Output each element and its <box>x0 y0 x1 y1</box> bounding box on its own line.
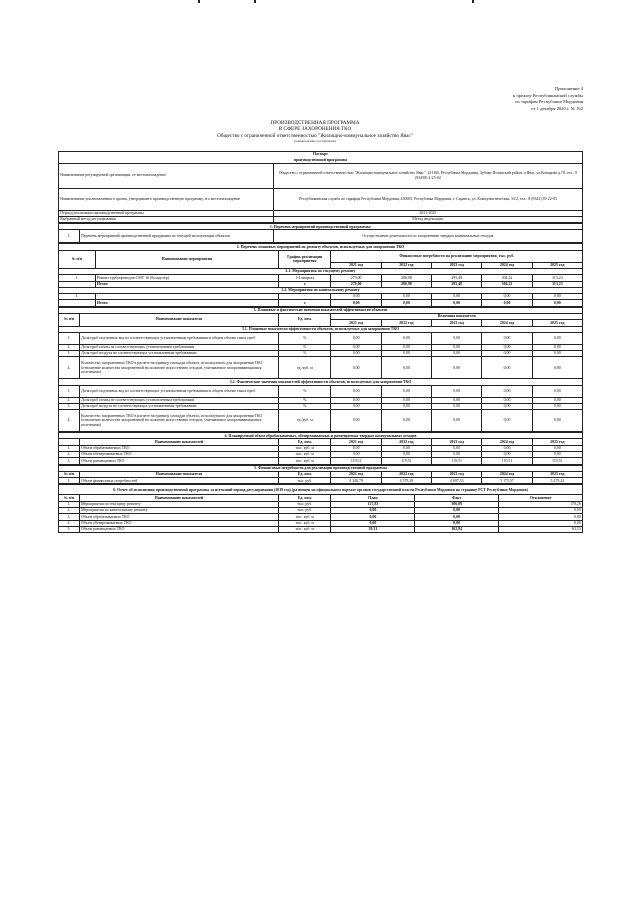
row-fact: 306,09 <box>415 501 499 507</box>
column-header: № п/п <box>59 313 80 326</box>
column-header: План <box>331 495 415 501</box>
column-header: № п/п <box>59 495 80 501</box>
section-title: 5. Финансовые потребности для реализации производственной программы <box>59 465 583 471</box>
column-header: Финансовые потребности на реализацию мероприятия, тыс. руб. <box>331 250 583 262</box>
row-value: 0,00 <box>482 445 532 451</box>
row-name: Доля проб воздуха не соответствующих установленным требованиям <box>79 403 278 409</box>
column-header: Отклонение <box>499 495 583 501</box>
row-value: 0,00 <box>482 357 532 379</box>
row-name: Доля проб воздуха не соответствующих установленным требованиям <box>79 351 278 357</box>
year-header: 2025 год <box>532 320 582 326</box>
row-fact: 102,84 <box>415 526 499 532</box>
row-value: 295,48 <box>432 281 482 287</box>
row-value: 0,00 <box>482 410 532 432</box>
row-value: 304,22 <box>482 275 532 281</box>
row-fact: 0,00 <box>415 514 499 520</box>
table-row <box>59 410 583 432</box>
column-header: График реализации мероприятия <box>279 250 331 268</box>
row-number: 2. <box>59 508 80 514</box>
row-plan: 0,00 <box>331 508 415 514</box>
row-unit: тыс. руб. <box>279 508 331 514</box>
row-deviation: 0,00 <box>499 514 583 520</box>
year-header: 2021 год <box>331 439 381 445</box>
row-value: 0,00 <box>381 332 431 344</box>
row-name: Объем обрабатываемых ТКО <box>79 445 278 451</box>
row-value: 119,51 <box>532 458 582 464</box>
row-value: 5 279,24 <box>532 478 582 484</box>
column-header: Наименование показателя <box>79 471 278 477</box>
row-value: 0,00 <box>532 294 582 300</box>
row-value: 0,00 <box>532 445 582 451</box>
row-unit: тыс. куб. м <box>279 445 331 451</box>
table-row <box>59 458 583 464</box>
column-header: Наименование показателей <box>79 495 278 501</box>
row-number: 1. <box>59 445 80 451</box>
row-value: 0,00 <box>381 397 431 403</box>
row-name: Доля проб подземных вод из соответствующих установленным требованиям в общем объеме таких проб <box>79 385 278 397</box>
year-header: 2021 год <box>331 320 381 326</box>
section2-table <box>58 243 583 306</box>
row-value: 313,23 <box>532 281 582 287</box>
row-value: 4 346,79 <box>331 478 381 484</box>
row-unit: % <box>279 403 331 409</box>
row-value: 4 697,33 <box>432 478 482 484</box>
row-deviation: 0,00 <box>499 520 583 526</box>
row-number: 1. <box>59 501 80 507</box>
year-header: 2023 год <box>432 320 482 326</box>
row-value: 0,00 <box>432 332 482 344</box>
year-header: 2022 год <box>381 471 431 477</box>
subsection-title: 2.1. Мероприятия по текущему ремонту <box>59 268 583 274</box>
row-value: 0,00 <box>381 351 431 357</box>
row-value: 0,00 <box>532 397 582 403</box>
row-value: 286,98 <box>381 275 431 281</box>
row-schedule: x <box>279 281 331 287</box>
row-value: 0,00 <box>482 452 532 458</box>
column-header: № п/п <box>59 471 80 477</box>
row-unit: % <box>279 351 331 357</box>
row-schedule: 1-4 квартал <box>279 275 331 281</box>
row-value: 0,00 <box>482 344 532 350</box>
row-value: 0,00 <box>482 351 532 357</box>
year-header: 2024 год <box>482 262 532 268</box>
row-name: - <box>95 294 278 300</box>
passport-title: Паспорт <box>59 152 583 158</box>
row-value: 0,00 <box>331 410 381 432</box>
organization-name: Общество с ограниченной ответственностью "Жилищно-коммунальное хозяйство Явас" <box>217 132 413 139</box>
passport-label: Период реализации производственной программы <box>59 210 274 216</box>
row-value: 0,00 <box>432 452 482 458</box>
row-plan: 39,31 <box>331 526 415 532</box>
column-header: Факт <box>415 495 499 501</box>
row-value: 0,00 <box>331 385 381 397</box>
passport-table <box>58 151 583 223</box>
row-value: 4 579,29 <box>381 478 431 484</box>
section5-table <box>58 465 583 485</box>
row-value: 0,00 <box>482 300 532 306</box>
row-number: 2. <box>59 344 80 350</box>
row-unit: % <box>279 397 331 403</box>
row-number: 4. <box>59 357 80 379</box>
row-name: Доля проб почвы не соответствующих установленным требованиям <box>79 344 278 350</box>
row-value: 0,00 <box>432 410 482 432</box>
appendix-line: Приложение 4 <box>554 86 583 91</box>
section3-table <box>58 307 583 433</box>
sphere-title: В СФЕРЕ ЗАХОРОНЕНИЯ ТКО <box>278 126 352 133</box>
row-value: 0,00 <box>331 445 381 451</box>
row-name: Объем финансовых потребностей <box>79 478 278 484</box>
column-header: Наименование показателя <box>79 313 278 326</box>
row-value: 0,00 <box>432 445 482 451</box>
row-name: Объем размещаемых ТКО <box>79 526 278 532</box>
row-schedule: - <box>279 294 331 300</box>
row-value: 0,00 <box>381 344 431 350</box>
appendix-header <box>363 86 583 112</box>
row-value: 0,00 <box>381 403 431 409</box>
passport-label: Наименование уполномоченного органа, утвердившего производственную программу, его местонахождение <box>59 188 274 210</box>
row-value: 0,00 <box>432 357 482 379</box>
subsection-title: 3.2. Фактические значения показателей эффективности объектов, используемых для захоронения ТКО <box>59 379 583 385</box>
passport-subtitle: производственной программы <box>59 157 583 163</box>
row-value: 0,00 <box>381 357 431 379</box>
row-deviation: 63,53 <box>499 526 583 532</box>
row-value: 0,00 <box>331 344 381 350</box>
section-title: 3. Плановые и фактические значения показателей эффективности объектов <box>59 307 583 313</box>
total-label: Итого: <box>95 300 278 306</box>
column-header: Ед. изм. <box>279 495 331 501</box>
column-header: Наименование мероприятия <box>95 250 278 268</box>
program-title: ПРОИЗВОДСТВЕННАЯ ПРОГРАММА <box>270 120 360 126</box>
column-header: Ед. изм. <box>279 439 331 445</box>
row-name: Доля проб почвы не соответствующих установленным требованиям <box>79 397 278 403</box>
year-header: 2022 год <box>381 262 431 268</box>
section1-value: Осуществление деятельности по захоронению твердых коммунальных отходов <box>273 230 582 243</box>
row-value: 0,00 <box>331 351 381 357</box>
section-title: 4. Планируемый объем обрабатываемых, обезвреживаемых и размещаемых твердых коммунальных отходов <box>59 433 583 439</box>
section-title: 1. Перечень мероприятий производственной программы: <box>59 224 583 230</box>
row-value: 0,00 <box>432 344 482 350</box>
year-header: 2025 год <box>532 439 582 445</box>
row-value: 0,00 <box>532 403 582 409</box>
scan-edge-mark <box>198 0 200 3</box>
row-value: 0,00 <box>532 344 582 350</box>
row-value: 0,00 <box>331 300 381 306</box>
row-name: Объем обезвреживаемых ТКО <box>79 452 278 458</box>
row-value: 5 175,57 <box>482 478 532 484</box>
row-value: 0,00 <box>532 357 582 379</box>
column-header: Наименование показателей <box>79 439 278 445</box>
subsection-title: 3.1. Плановые показатели эффективности объектов, используемых для захоронения ТКО <box>59 326 583 332</box>
row-name: Мероприятия по капитальному ремонту <box>79 508 278 514</box>
row-name: Доля проб подземных вод из соответствующих установленным требованиям в общем объеме таких проб <box>79 332 278 344</box>
row-deviation: 0,00 <box>499 508 583 514</box>
row-number: 5. <box>59 526 80 532</box>
row-value: 279,00 <box>331 275 381 281</box>
year-header: 2023 год <box>432 471 482 477</box>
row-number: 2. <box>59 397 80 403</box>
passport-value: 2021-2025 <box>273 210 582 216</box>
row-value: 0,00 <box>482 385 532 397</box>
row-value: 0,00 <box>331 357 381 379</box>
year-header: 2022 год <box>381 439 431 445</box>
year-header: 2023 год <box>432 439 482 445</box>
row-value: 0,00 <box>482 332 532 344</box>
passport-value: Общество с ограниченной ответственностью "Жилищно-коммунальное хозяйство Явас", 431160, Республика Мордовия, Зубово-Полянский район, п.Явас, ул.Комарова д.70, тел.: 8 (83458) 2-25-04 <box>273 163 582 188</box>
year-header: 2023 год <box>432 262 482 268</box>
appendix-line: к приказу Республиканской службы <box>512 92 583 98</box>
row-number: 3. <box>59 514 80 520</box>
row-value: 0,00 <box>532 332 582 344</box>
row-unit: тыс. руб. <box>279 478 331 484</box>
section4-table <box>58 432 583 464</box>
scan-edge-mark <box>472 0 474 3</box>
row-value: 304,22 <box>482 281 532 287</box>
year-header: 2022 год <box>381 320 431 326</box>
row-number: 2. <box>59 452 80 458</box>
document-title-block <box>120 120 510 143</box>
row-plan: 0,00 <box>331 520 415 526</box>
row-value: 0,00 <box>482 397 532 403</box>
row-name: Объем обезвреживаемых ТКО <box>79 520 278 526</box>
row-value: 119,51 <box>432 458 482 464</box>
row-value: 0,00 <box>532 452 582 458</box>
row-value: 286,98 <box>381 281 431 287</box>
row-value: 0,00 <box>432 351 482 357</box>
table-row <box>59 357 583 379</box>
row-value: 0,00 <box>331 452 381 458</box>
row-value: 0,00 <box>381 300 431 306</box>
year-header: 2024 год <box>482 439 532 445</box>
row-value: 0,00 <box>381 410 431 432</box>
year-header: 2025 год <box>532 262 582 268</box>
row-unit: тыс. руб. <box>279 501 331 507</box>
row-unit: тыс. куб. м <box>279 526 331 532</box>
row-unit: тыс. куб. м <box>279 514 331 520</box>
row-number: 4. <box>59 410 80 432</box>
row-value: 0,00 <box>331 294 381 300</box>
appendix-line: от 1 декабря 2020 г. № 162 <box>531 105 583 111</box>
row-number: 1. <box>59 385 80 397</box>
table-row <box>59 526 583 532</box>
row-value: 0,00 <box>331 403 381 409</box>
row-number: 3. <box>59 458 80 464</box>
section1-label: Перечень мероприятий производственной программы по текущей эксплуатации объектов <box>79 230 273 243</box>
row-value: 0,00 <box>381 452 431 458</box>
row-number: 3. <box>59 351 80 357</box>
row-value: 0,00 <box>432 294 482 300</box>
year-header: 2024 год <box>482 320 532 326</box>
row-value: 119,51 <box>482 458 532 464</box>
passport-value: Метод индексации <box>273 216 582 222</box>
appendix-line: по тарифам Республики Мордовия <box>515 99 583 105</box>
column-header: Ед. изм. <box>279 471 331 477</box>
row-value: 0,00 <box>482 403 532 409</box>
row-value: 0,00 <box>381 294 431 300</box>
section-title: 6. Отчет об исполнении производственной программы за истекший период регулирования (2019 год) (размещен на официальном портале органов государственной власти Республики Мордовия на странице РСТ Республики Мордовия) <box>59 485 583 495</box>
row-fact: 0,00 <box>415 520 499 526</box>
row-value: 119,51 <box>331 458 381 464</box>
table-row <box>59 478 583 484</box>
row-unit: ед./куб. м <box>279 410 331 432</box>
column-header: Величина показателя <box>331 313 583 319</box>
row-unit: тыс. куб. м <box>279 520 331 526</box>
row-number: 3. <box>59 403 80 409</box>
row-plan: 127,83 <box>331 501 415 507</box>
row-number: 1. <box>59 332 80 344</box>
subsection-title: 2.2. Мероприятия по капитальному ремонту <box>59 287 583 293</box>
organization-note: (наименование организации) <box>294 139 336 144</box>
row-unit: ед./куб. м <box>279 357 331 379</box>
row-value: 0,00 <box>532 410 582 432</box>
row-plan: 0,00 <box>331 514 415 520</box>
row-unit: % <box>279 344 331 350</box>
section1-table <box>58 223 583 243</box>
row-name: Объем размещаемых ТКО <box>79 458 278 464</box>
row-fact: 0,00 <box>415 508 499 514</box>
column-header: № п/п <box>59 250 96 268</box>
row-value: 0,00 <box>532 300 582 306</box>
row-name: Мероприятия по текущему ремонту <box>79 501 278 507</box>
row-schedule: x <box>279 300 331 306</box>
row-value: 279,00 <box>331 281 381 287</box>
passport-value: Республиканская служба по тарифам Республики Мордовия, 430005, Республика Мордовия, г. Саранск, ул. Коммунистическая, 33/2, тел.: 8 (8342) 39-22-83 <box>273 188 582 210</box>
row-number: 1. <box>59 294 96 300</box>
row-value: 119,51 <box>381 458 431 464</box>
column-header: Ед. изм. <box>279 313 331 326</box>
row-number: 4. <box>59 520 80 526</box>
row-name: Количество захороненных ТКО в расчете на единицу площади объекта, используемого для захоронения ТКО (отношение количества захороненной на полигоне искусственно отходов, учитываемое захоронивающимися полезными) <box>79 357 278 379</box>
section-title: 2. Перечень плановых мероприятий по ремонту объектов, используемых для захоронения ТКО <box>59 244 583 250</box>
year-header: 2021 год <box>331 262 381 268</box>
row-value: 0,00 <box>432 300 482 306</box>
row-unit: тыс. куб. м <box>279 452 331 458</box>
row-name: Ремонт трубопроводов СМТ 16 (бульдозер) <box>95 275 278 281</box>
program-tables <box>58 151 583 533</box>
section6-table <box>58 484 583 533</box>
year-header: 2024 год <box>482 471 532 477</box>
year-header: 2025 год <box>532 471 582 477</box>
row-value: 0,00 <box>532 385 582 397</box>
year-header: 2021 год <box>331 471 381 477</box>
row-value: 313,23 <box>532 275 582 281</box>
row-value: 0,00 <box>432 397 482 403</box>
row-value: 0,00 <box>432 385 482 397</box>
passport-label: Наименование регулируемой организации, ее местонахождение <box>59 163 274 188</box>
row-value: 0,00 <box>381 445 431 451</box>
table-row <box>59 332 583 344</box>
row-unit: % <box>279 385 331 397</box>
total-label: Итого: <box>95 281 278 287</box>
total-row <box>59 300 583 306</box>
passport-label: Выбранный метод регулирования <box>59 216 274 222</box>
row-value: 0,00 <box>331 397 381 403</box>
table-row <box>59 385 583 397</box>
row-value: 0,00 <box>482 294 532 300</box>
row-value: 0,00 <box>532 351 582 357</box>
row-value: 0,00 <box>381 385 431 397</box>
row-number: 1. <box>59 478 80 484</box>
row-number: 1. <box>59 230 80 243</box>
row-unit: тыс. куб. м <box>279 458 331 464</box>
row-value: 0,00 <box>432 403 482 409</box>
row-deviation: 178,26 <box>499 501 583 507</box>
row-name: Объем обрабатываемых ТКО <box>79 514 278 520</box>
row-value: 295,48 <box>432 275 482 281</box>
row-unit: % <box>279 332 331 344</box>
row-number: 1. <box>59 275 96 281</box>
row-name: Количество захороненных ТКО в расчете на единицу площади объекта, используемого для захоронения ТКО (отношение количества захороненной на полигоне искусственно отходов, учитываемое захоронивающимися полезными) <box>79 410 278 432</box>
scan-edge-mark <box>254 0 256 3</box>
row-value: 0,00 <box>331 332 381 344</box>
